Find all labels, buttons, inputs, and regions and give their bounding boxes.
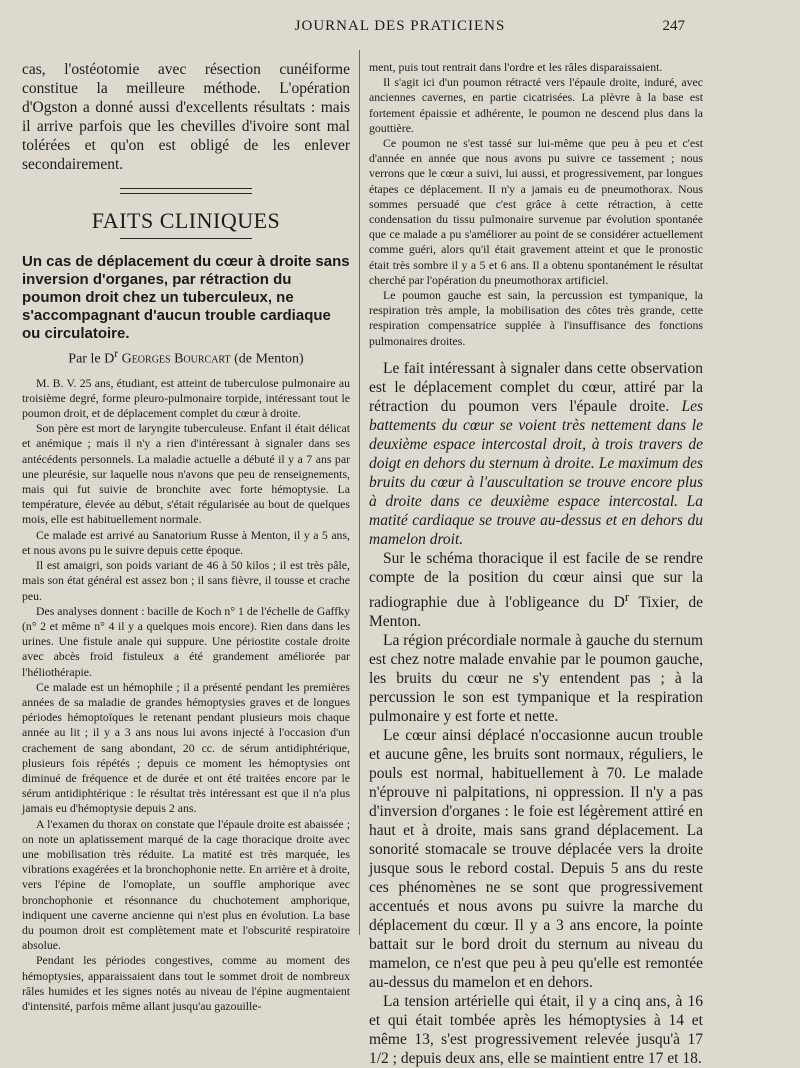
running-header [0,18,800,42]
body-paragraph: Le poumon gauche est sain, la percussion est tympanique, la respiration très ample, la mobilisation des côtes très grande, cette respiration compensatrice supplée à l'insuffisance des fonctions pulmonaires droites. [369,288,703,348]
journal-title: JOURNAL DES PRATICIENS [294,18,506,34]
body-paragraph: Ce malade est un hémophile ; il a présenté pendant les premières années de sa maladie de grandes hémoptysies graves et de longues périodes hémoptoïques le retenant pendant plusieurs mois chaque année au lit ; il y a 3 ans nous lui avons injecté à l'occasion d'un crachement de sang abondant, 20 cc. de sérum antidiphtérique, plusieurs fois répétés ; depuis ce moment les hémoptysies ont diminué de fréquence et de durée et ont été traitées encore par le sérum antidiphtérique : le résultat très intéressant est que il n'a plus jamais eu d'hémoptysie depuis 2 ans. [22,679,350,816]
body-paragraph: Ce malade est arrivé au Sanatorium Russe à Menton, il y a 5 ans, et nous avons pu le suivre depuis cette époque. [22,527,350,557]
author-place: (de Menton) [234,351,304,367]
rule-under-heading [120,238,252,241]
right-column [369,60,703,1068]
schema-paragraph [369,549,703,631]
intro-paragraph: cas, l'ostéotomie avec résection cunéiforme constitue la meilleure méthode. L'opération d'Ogston a donné aussi d'excellents résultats : mais il arrive parfois que les chevilles d'ivoire sont mal tolérées et qu'on est obligé de les enlever secondairement. [22,61,350,173]
body-paragraph: Il s'agit ici d'un poumon rétracté vers l'épaule droite, induré, avec anciennes cavernes, en partie cicatrisées. La plèvre à la base est fortement épaissie et adhérente, le poumon ne descend plus dans la gouttière. [369,75,703,135]
schema-text: Sur le schéma thoracique il est facile de se rendre compte de la position du cœur ainsi que sur la radiographie due à l'obligeance du D [369,549,703,612]
body-paragraph: Des analyses donnent : bacille de Koch n° 1 de l'échelle de Gaffky (n° 2 et même n° 4 il y a quelques mois encore). Rien dans dans les urines. Une fistule anale qui suppure. Une périostite costale droite avec abcès froid fistuleux a été grandement améliorée par l'héliothérapie. [22,603,350,679]
observation-paragraph [369,359,703,549]
author-prefix: Par le D [68,351,115,367]
schema-sup: r [624,588,630,604]
left-column [22,60,350,1014]
article-author [22,347,350,368]
body-paragraph: Le cœur ainsi déplacé n'occasionne aucun trouble et aucune gêne, les bruits sont normaux, réguliers, le pouls est normal, habituellement à 70. Le malade n'éprouve ni palpitations, ni oppression. Il n'y a pas d'inversion d'organes : le foie est légèrement attiré en haut et à droite, mais sans grand déplacement. La sonorité stomacale se trouve déplacée vers la droite jusque sous le rebord costal. Depuis 5 ans du reste ces phénomènes ne se sont que progressivement accentués et nous avons pu suivre la marche du déplacement du cœur. Il y a 3 ans encore, la pointe battait sur le bord droit du sternum au niveau du mamelon, ce n'est que peu à peu qu'elle est remontée au-dessus du mamelon et en dehors. [369,727,703,992]
article-title: Un cas de déplacement du cœur à droite sans inversion d'organes, par rétraction du poumon droit chez un tuberculeux, ne s'accompagnant d'aucun trouble cardiaque ou circulatoire. [22,253,350,342]
body-paragraph: La tension artérielle qui était, il y a cinq ans, à 16 et qui était tombée après les hémoptysies à 14 et même 13, s'est progressivement relevée jusqu'à 17 1/2 ; depuis deux ans, elle se maintient entre 17 et 18. [369,993,703,1068]
double-rule-top [120,188,252,194]
author-name: Georges Bourcart [121,351,231,367]
body-paragraph: A l'examen du thorax on constate que l'épaule droite est abaissée ; on note un aplatissement marqué de la cage thoracique droite avec une mobilisation très réduite. La matité est très marquée, les vibrations exagérées et la bronchophonie nette. En arrière et à droite, vers l'épine de l'omoplate, un souffle amphorique avec bronchophonie et résonnance du chuchotement amphorique, indiquent une caverne ancienne qui n'est plus en évolution. La base du poumon droit est complètement mate et l'obscurité respiratoire absolue. [22,816,350,953]
observation-italic-text: Les battements du cœur se voient très nettement dans le deuxième espace intercostal droit, à trois travers de doigt en dehors du sternum à droite. Le maximum des bruits du cœur à l'auscultation se trouve encore plus à droite dans ce deuxième espace intercostal. [369,397,703,510]
spacer [369,349,703,359]
section-heading: FAITS CLINIQUES [91,208,281,233]
body-paragraph: ment, puis tout rentrait dans l'ordre et les râles disparaissaient. [369,60,663,74]
body-paragraph: M. B. V. 25 ans, étudiant, est atteint de tuberculose pulmonaire au troisième degré, forme pleuro-pulmonaire torpide, intéressant tout le poumon droit, et de déplacement complet du cœur à droite. [22,375,350,421]
body-paragraph: Il est amaigri, son poids variant de 46 à 50 kilos ; il est très pâle, mais son état général est assez bon ; il sans fièvre, il tousse et crache peu. [22,558,350,603]
body-paragraph: Ce poumon ne s'est tassé sur lui-même que peu à peu et c'est d'année en année que nous avons pu suivre ce tassement ; nous verrons que le cœur a suivi, lui aussi, et progressivement, par longues étapes ce déplacement. Il n'y a jamais eu de pneumothorax. Nous sommes persuadé que c'est grâce à cette rétraction, à cette condensation du tissu pulmonaire survenue par évolution spontanée que ce malade a pu s'améliorer au point de se considérer actuellement comme guéri, alors qu'il était gravement atteint et que le pronostic était très sombre il y a 5 et 6 ans. Il a obtenu spontanément le résultat cherché par l'opération du pneumothorax artificiel. [369,136,703,287]
body-paragraph: Pendant les périodes congestives, comme au moment des hémoptysies, apparaissaient dans tout le sommet droit de nombreux râles humides et les signes notés au niveau de l'épine augmentaient d'intensité, parfois même allant jusqu'au gazouille- [22,953,350,1013]
schema-text-end: Tixier, de Menton. [369,594,703,631]
body-paragraph: La région précordiale normale à gauche du sternum est chez notre malade envahie par le poumon gauche, les bruits du cœur ne s'y entendent pas ; à la percussion le son est tympanique et la respiration pulmonaire y est forte et nette. [369,632,703,726]
author-prefix-sup: r [114,347,119,360]
column-divider [359,50,360,935]
page-number: 247 [662,18,685,34]
body-paragraph: Son père est mort de laryngite tuberculeuse. Enfant il était délicat et anémique ; mais il n'y a rien d'intéressant à signaler dans ses antécédents personnels. La maladie actuelle a débuté il y a 7 ans par une pleurésie, sur laquelle nous n'avons que peu de renseignements, mais qui fut suivie de bronchite avec forte hémoptysie. La température, élevée au début, s'était régularisée au bout de quelques mois, elle est habituellement normale. [22,421,350,527]
observation-italic-text-2: La matité cardiaque se trouve au-dessus et en dehors du mamelon droit. [369,492,704,548]
observation-text: Le fait intéressant à signaler dans cette observation est le déplacement complet du cœur, attiré par la rétraction du poumon vers l'épaule droite. [369,359,703,415]
